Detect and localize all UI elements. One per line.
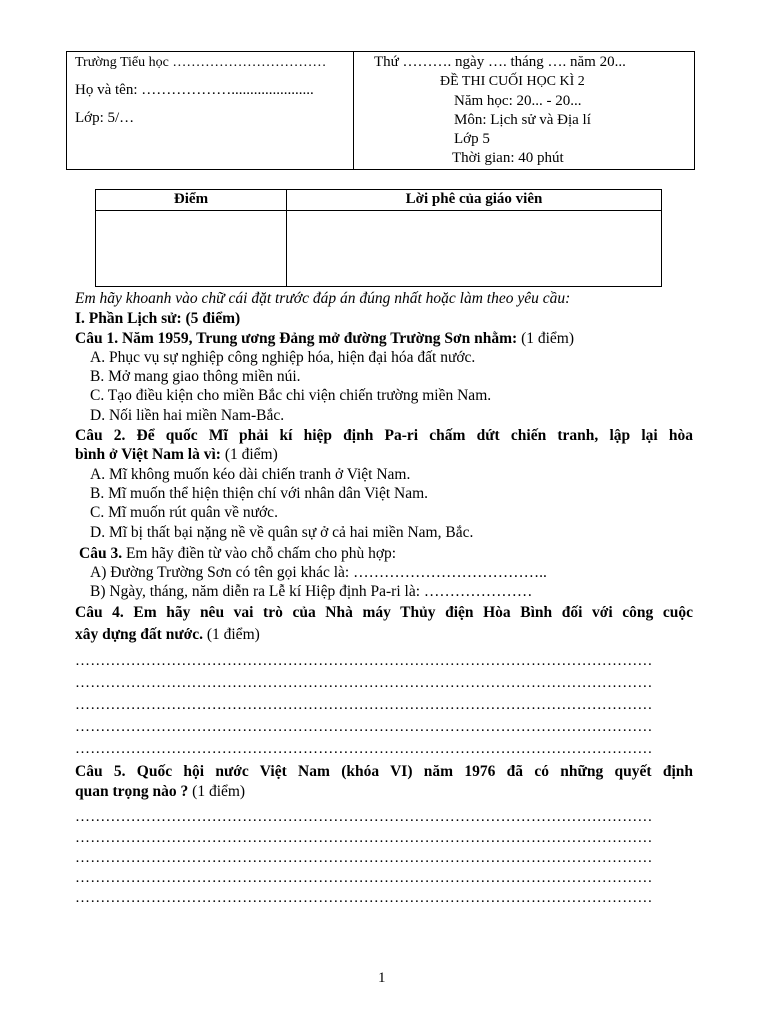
student-info-cell <box>67 52 354 169</box>
exam-title: ĐỀ THI CUỐI HỌC KÌ 2 <box>440 74 585 89</box>
header-table <box>66 51 695 170</box>
question-3-text: Em hãy điền từ vào chỗ chấm cho phù hợp: <box>122 545 397 562</box>
question-2-points: (1 điểm) <box>220 446 278 463</box>
date-field: Thứ ………. ngày …. tháng …. năm 20... <box>374 54 626 70</box>
question-5-points: (1 điểm) <box>188 783 246 800</box>
question-4-label: xây dựng đất nước. <box>75 626 203 643</box>
q3-blank-a[interactable]: A) Đường Trường Sơn có tên gọi khác là: ……………………………….. <box>90 564 547 581</box>
q4-answer-line[interactable]: …………………………………………………………………………………………………… <box>75 741 653 757</box>
q2-option-c[interactable]: C. Mĩ muốn rút quân về nước. <box>90 504 278 521</box>
q2-option-a[interactable]: A. Mĩ không muốn kéo dài chiến tranh ở Việt Nam. <box>90 466 411 483</box>
question-5-line1: Câu 5. Quốc hội nước Việt Nam (khóa VI) năm 1976 đã có những quyết định <box>75 763 693 780</box>
question-5-line2 <box>75 782 245 802</box>
q5-answer-line[interactable]: …………………………………………………………………………………………………… <box>75 809 653 825</box>
q4-answer-line[interactable]: …………………………………………………………………………………………………… <box>75 653 653 669</box>
question-4-points: (1 điểm) <box>202 626 260 643</box>
section-heading: I. Phần Lịch sử: (5 điểm) <box>75 310 241 327</box>
q4-answer-line[interactable]: …………………………………………………………………………………………………… <box>75 719 653 735</box>
score-column-header: Điểm <box>96 190 287 210</box>
question-1-points: (1 điểm) <box>517 330 575 347</box>
school-year: Năm học: 20... - 20... <box>454 93 582 109</box>
q4-answer-line[interactable]: …………………………………………………………………………………………………… <box>75 675 653 691</box>
question-4-line2 <box>75 625 260 645</box>
q5-answer-line[interactable]: …………………………………………………………………………………………………… <box>75 890 653 906</box>
comment-column-header: Lời phê của giáo viên <box>405 191 543 207</box>
question-2-line1: Câu 2. Để quốc Mĩ phải kí hiệp định Pa-ri chấm dứt chiến tranh, lập lại hòa <box>75 427 693 444</box>
name-field: Họ và tên: ………………...................... <box>75 82 314 98</box>
score-table-header <box>96 190 661 211</box>
question-1 <box>75 329 574 349</box>
question-4-line1: Câu 4. Em hãy nêu vai trò của Nhà máy Thủy điện Hòa Bình đối với công cuộc <box>75 604 693 621</box>
page-number: 1 <box>378 970 386 986</box>
q2-option-d[interactable]: D. Mĩ bị thất bại nặng nề về quân sự ở cả hai miền Nam, Bắc. <box>90 524 474 541</box>
question-3 <box>79 544 396 564</box>
q1-option-c[interactable]: C. Tạo điều kiện cho miền Bắc chi viện chiến trường miền Nam. <box>90 387 492 404</box>
q1-option-a[interactable]: A. Phục vụ sự nghiệp công nghiệp hóa, hiện đại hóa đất nước. <box>90 349 476 366</box>
q2-option-b[interactable]: B. Mĩ muốn thể hiện thiện chí với nhân dân Việt Nam. <box>90 485 429 502</box>
q3-blank-b[interactable]: B) Ngày, tháng, năm diễn ra Lễ kí Hiệp định Pa-ri là: ………………… <box>90 583 533 600</box>
q5-answer-line[interactable]: …………………………………………………………………………………………………… <box>75 830 653 846</box>
question-1-label: Câu 1. Năm 1959, Trung ương Đảng mở đường Trường Sơn nhằm: <box>75 330 518 347</box>
question-2-label: bình ở Việt Nam là vì: <box>75 446 221 463</box>
q5-answer-line[interactable]: …………………………………………………………………………………………………… <box>75 850 653 866</box>
question-2-line2 <box>75 445 278 465</box>
q1-option-b[interactable]: B. Mở mang giao thông miền núi. <box>90 368 301 385</box>
exam-info-cell <box>354 52 694 169</box>
score-table-body <box>96 211 661 286</box>
subject: Môn: Lịch sử và Địa lí <box>454 112 591 128</box>
question-5-label: quan trọng nào ? <box>75 783 189 800</box>
score-cell[interactable] <box>96 211 287 286</box>
score-table <box>95 189 662 287</box>
class-field: Lớp: 5/… <box>75 110 135 126</box>
q5-answer-line[interactable]: …………………………………………………………………………………………………… <box>75 870 653 886</box>
instruction: Em hãy khoanh vào chữ cái đặt trước đáp án đúng nhất hoặc làm theo yêu cầu: <box>75 290 571 307</box>
question-3-label: Câu 3. <box>79 545 123 562</box>
time-limit: Thời gian: 40 phút <box>452 150 564 166</box>
q4-answer-line[interactable]: …………………………………………………………………………………………………… <box>75 697 653 713</box>
school-field: Trường Tiểu học …………………………… <box>75 55 327 70</box>
q1-option-d[interactable]: D. Nối liền hai miền Nam-Bắc. <box>90 407 285 424</box>
comment-cell[interactable] <box>287 211 661 286</box>
grade: Lớp 5 <box>454 131 490 147</box>
